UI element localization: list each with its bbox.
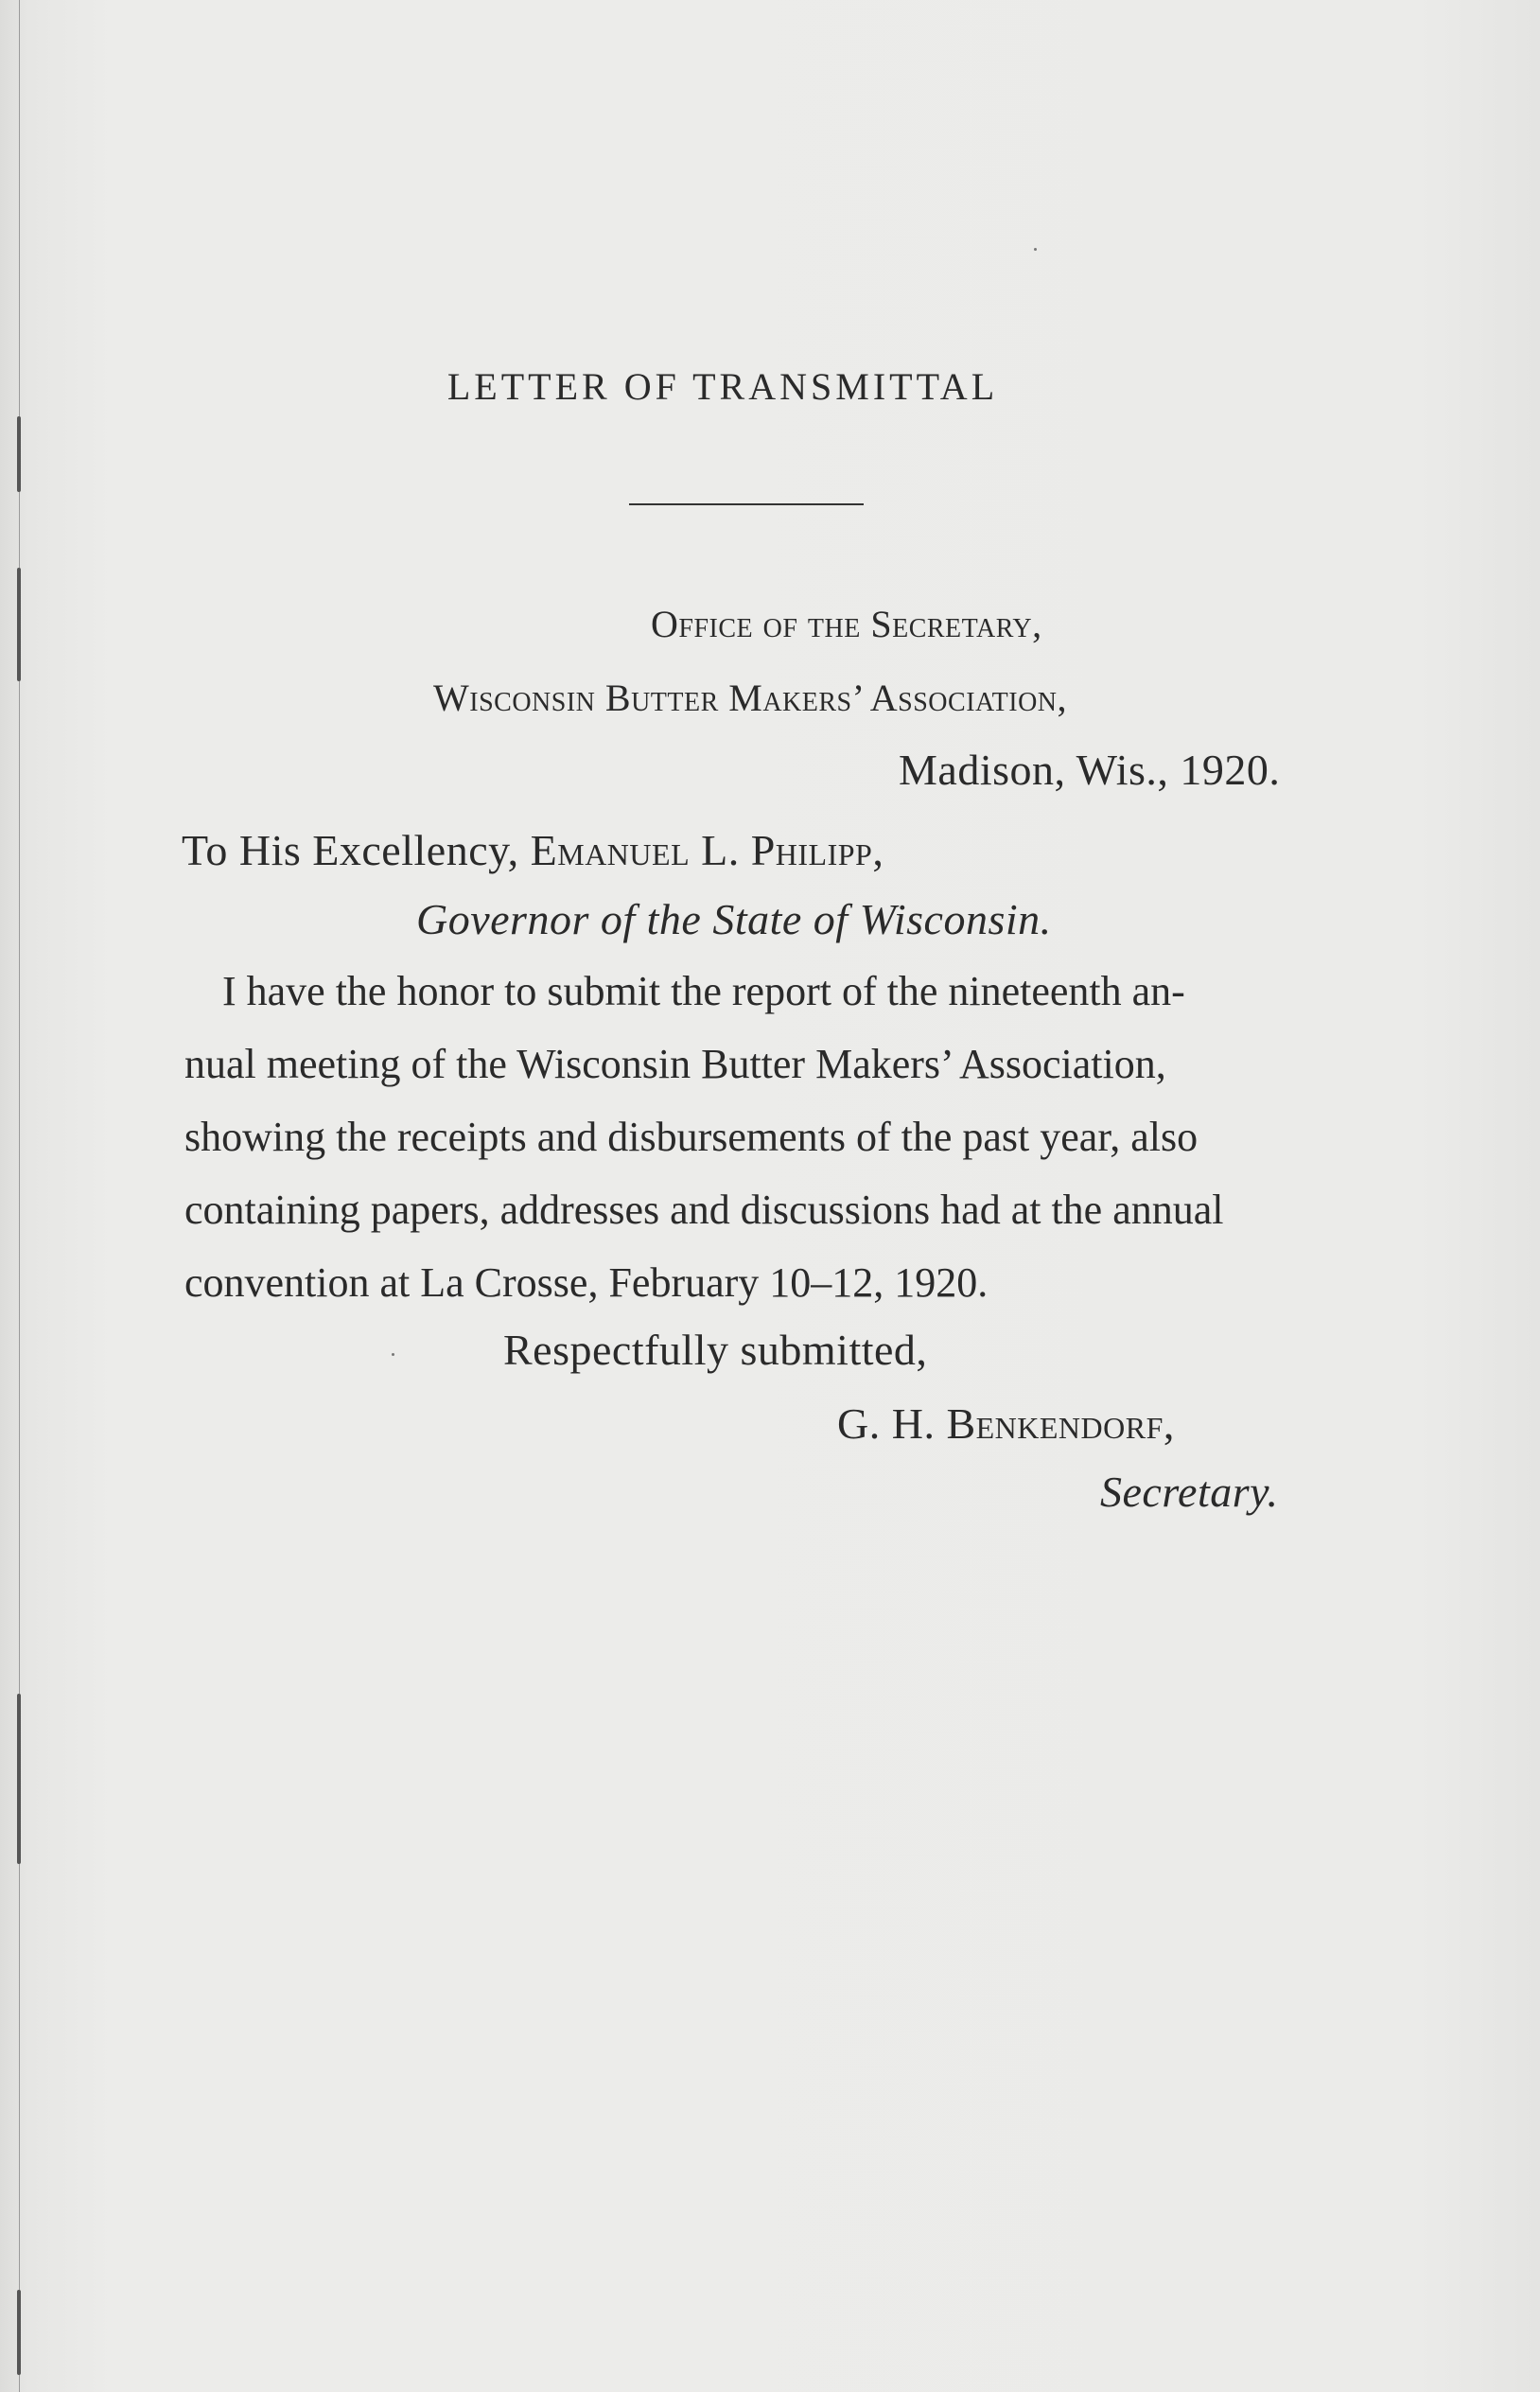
- speck: [392, 1353, 394, 1356]
- binding-mark: [17, 416, 21, 492]
- binding-mark: [17, 2290, 21, 2375]
- binding-mark: [17, 568, 21, 681]
- page-title: LETTER OF TRANSMITTAL: [446, 365, 999, 408]
- speck: [1034, 248, 1037, 251]
- signer-role: Secretary.: [1100, 1468, 1279, 1516]
- governor-title: Governor of the State of Wisconsin.: [416, 895, 1052, 943]
- body-line: containing papers, addresses and discussions had at the annual: [184, 1187, 1224, 1233]
- office-line-2: Wisconsin Butter Makers’ Association,: [433, 677, 1068, 719]
- salutation: [182, 825, 884, 875]
- binding-mark: [17, 1694, 21, 1864]
- body-line: nual meeting of the Wisconsin Butter Makers’ Association,: [184, 1041, 1166, 1087]
- signer-name: G. H. Benkendorf,: [837, 1399, 1175, 1448]
- salutation-prefix: To His Excellency,: [182, 826, 519, 874]
- office-line-1: Office of the Secretary,: [651, 603, 1042, 645]
- closing-phrase: Respectfully submitted,: [503, 1326, 928, 1374]
- body-line: I have the honor to submit the report of the nineteenth an-: [222, 968, 1185, 1014]
- title-rule: [629, 503, 864, 505]
- place-date: Madison, Wis., 1920.: [899, 746, 1281, 794]
- binding-edge: [19, 0, 20, 2392]
- body-line: convention at La Crosse, February 10–12, 1920.: [184, 1259, 989, 1306]
- body-line: showing the receipts and disbursements of the past year, also: [184, 1114, 1199, 1160]
- governor-name: Emanuel L. Philipp,: [530, 826, 884, 874]
